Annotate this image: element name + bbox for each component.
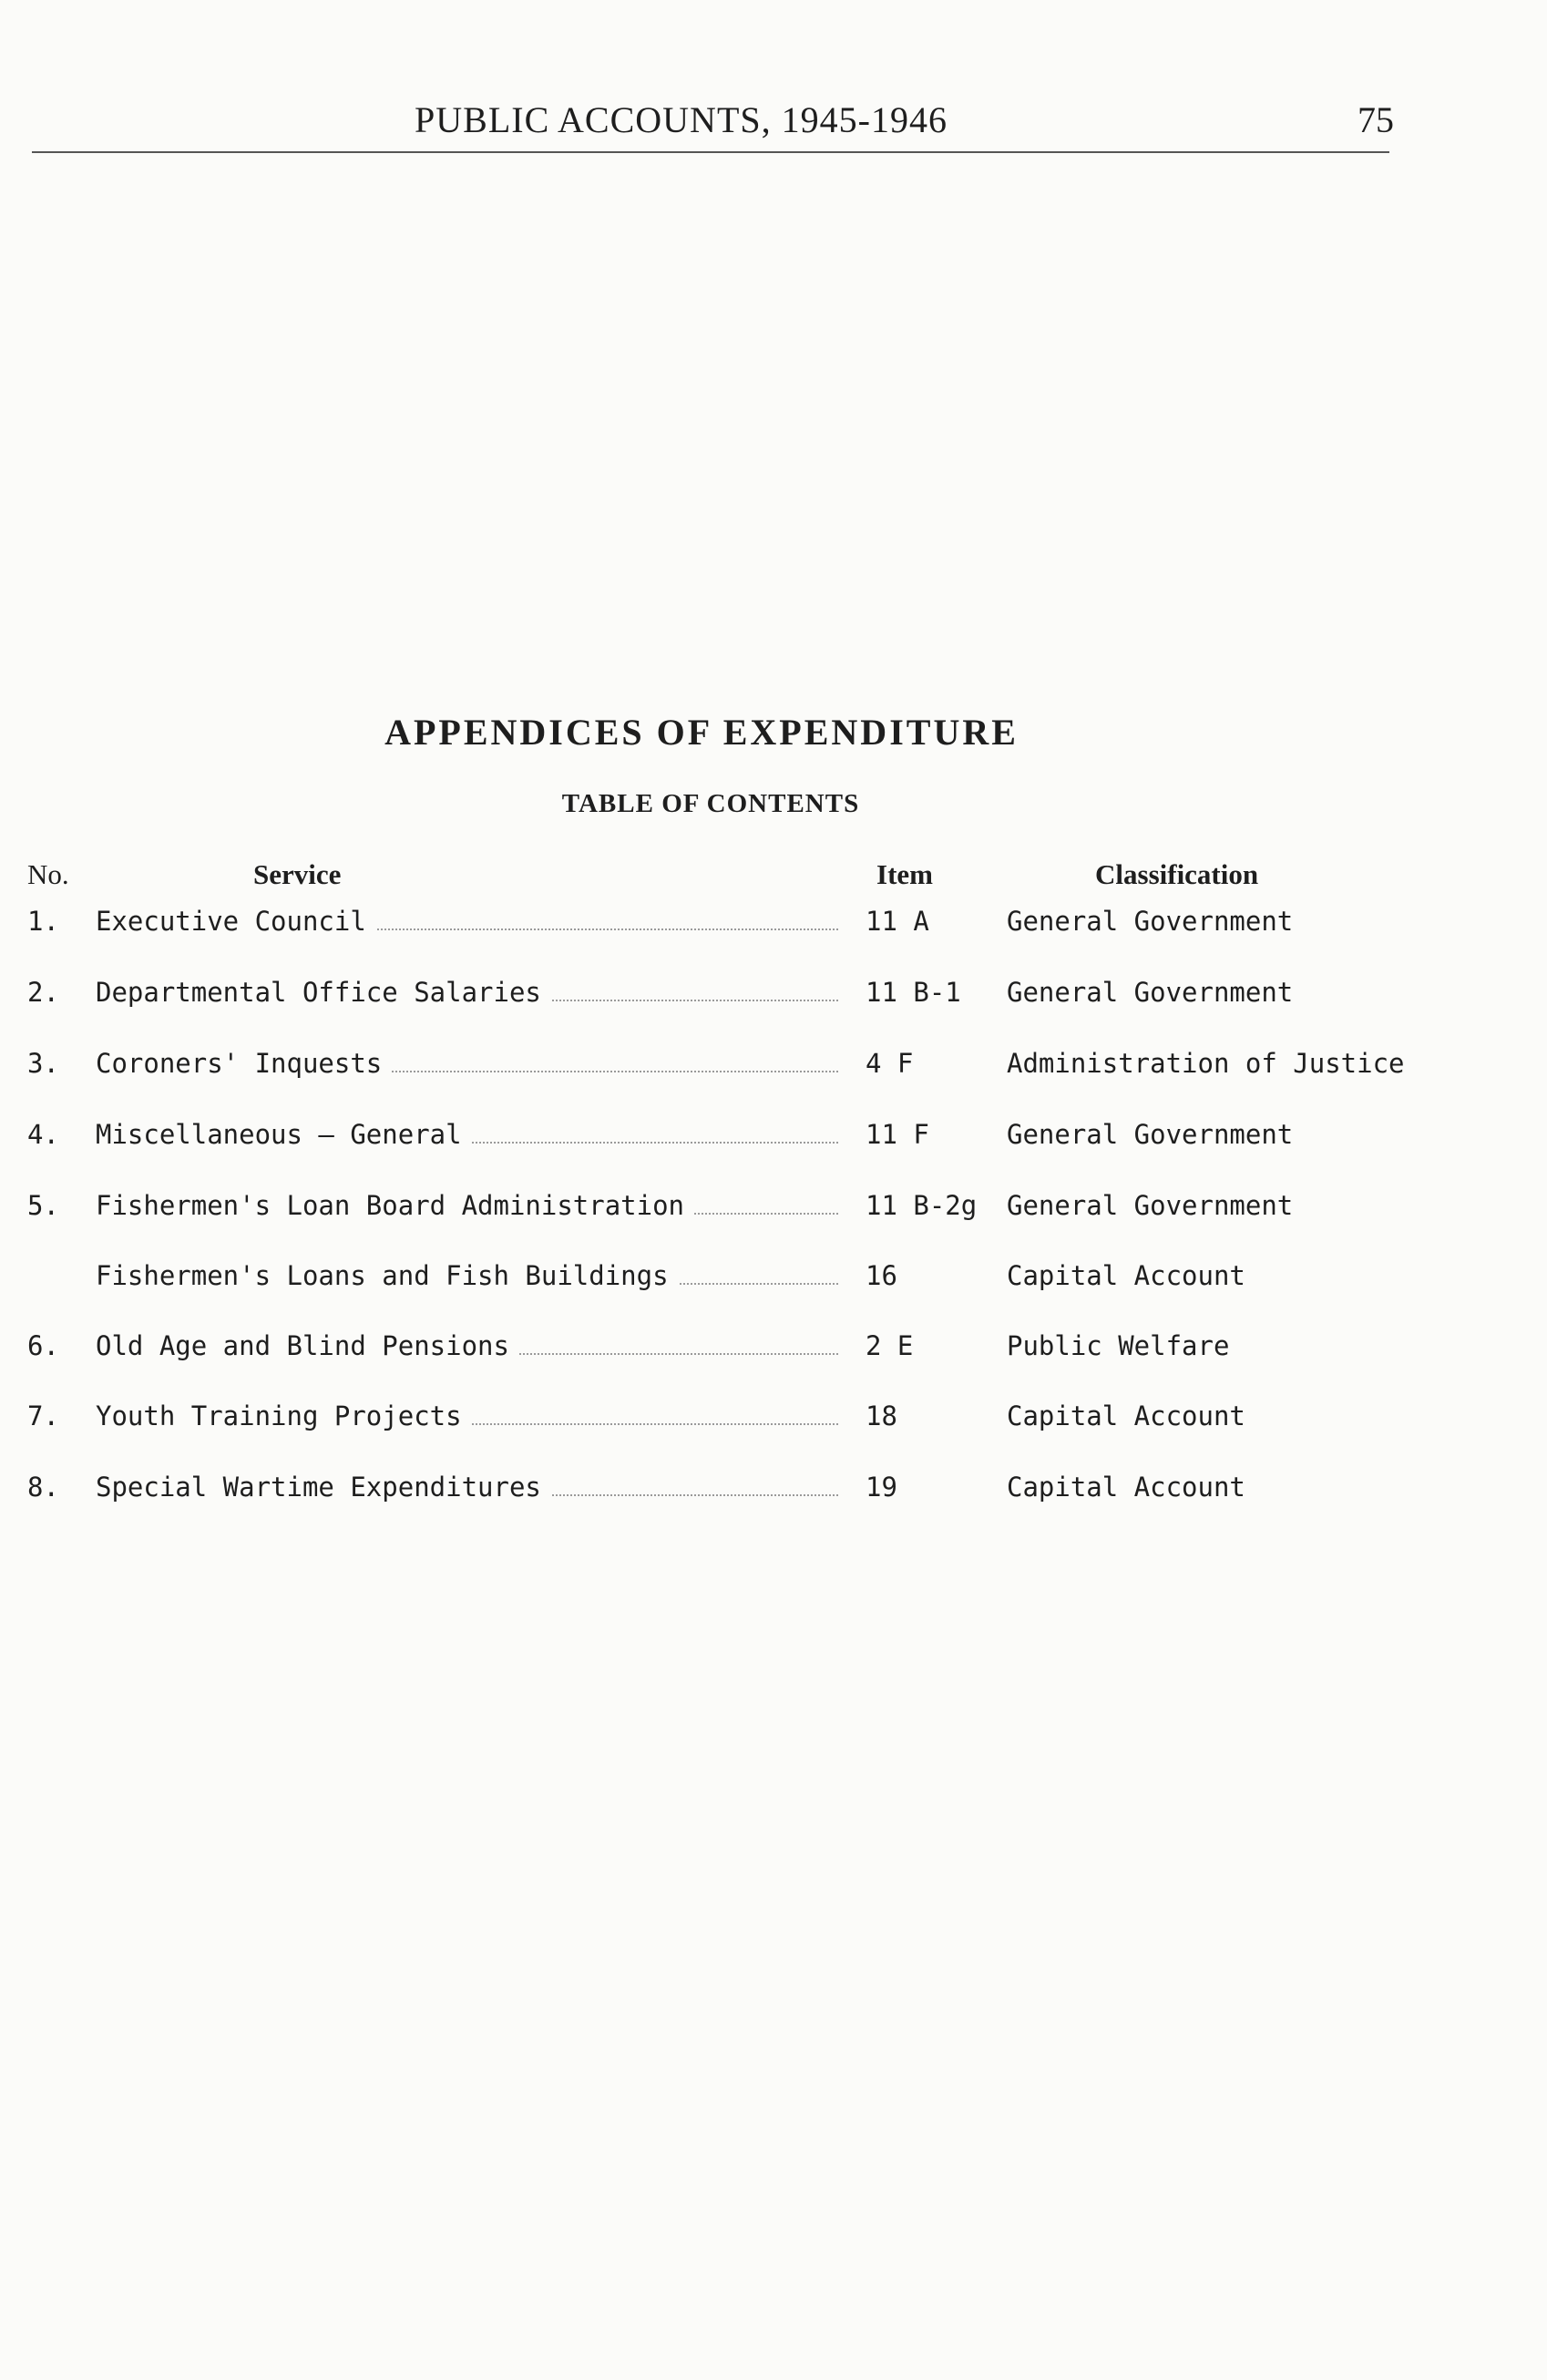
row-number: 3. — [27, 1048, 59, 1079]
row-classification: Capital Account — [1007, 1400, 1245, 1431]
running-title: PUBLIC ACCOUNTS, 1945-1946 — [415, 99, 948, 140]
table-row — [0, 1041, 1547, 1086]
row-classification: General Government — [1007, 1190, 1294, 1221]
row-number: 6. — [27, 1330, 59, 1361]
row-service — [96, 969, 838, 1015]
column-header-service: Service — [253, 858, 342, 890]
row-service-text: Fishermen's Loan Board Administration — [96, 1190, 693, 1221]
row-service — [96, 898, 838, 944]
row-classification: General Government — [1007, 977, 1294, 1008]
table-row — [0, 898, 1547, 944]
row-classification: General Government — [1007, 1119, 1294, 1150]
row-service-text: Departmental Office Salaries — [96, 977, 550, 1008]
row-item: 2 E — [866, 1330, 914, 1361]
row-number: 5. — [27, 1190, 59, 1221]
running-header — [0, 98, 1547, 144]
row-item: 11 A — [866, 906, 929, 937]
row-service-text: Coroners' Inquests — [96, 1048, 391, 1079]
row-service-text: Youth Training Projects — [96, 1400, 471, 1431]
table-row — [0, 1253, 1547, 1298]
table-row — [0, 1464, 1547, 1510]
row-service — [96, 1253, 838, 1298]
row-item: 19 — [866, 1472, 897, 1503]
row-service-text: Special Wartime Expenditures — [96, 1472, 550, 1503]
row-item: 11 B-2g — [866, 1190, 978, 1221]
header-rule — [32, 151, 1389, 153]
row-classification: Administration of Justice — [1007, 1048, 1405, 1079]
row-classification: Public Welfare — [1007, 1330, 1230, 1361]
row-item: 11 F — [866, 1119, 929, 1150]
page-subtitle: TABLE OF CONTENTS — [561, 789, 860, 818]
row-classification: Capital Account — [1007, 1260, 1245, 1291]
row-service — [96, 1041, 838, 1086]
row-number: 7. — [27, 1400, 59, 1431]
column-header-no: No. — [27, 858, 69, 890]
row-item: 18 — [866, 1400, 897, 1431]
row-number: 4. — [27, 1119, 59, 1150]
page-title: APPENDICES OF EXPENDITURE — [384, 712, 1019, 753]
table-row — [0, 1393, 1547, 1439]
row-item: 16 — [866, 1260, 897, 1291]
row-service — [96, 1464, 838, 1510]
page-number: 75 — [1357, 99, 1394, 140]
row-item: 11 B-1 — [866, 977, 961, 1008]
row-service-text: Executive Council — [96, 906, 375, 937]
row-service — [96, 1183, 838, 1228]
row-classification: General Government — [1007, 906, 1294, 937]
row-number: 1. — [27, 906, 59, 937]
row-service — [96, 1323, 838, 1369]
column-header-classification: Classification — [1095, 858, 1259, 890]
row-service — [96, 1393, 838, 1439]
table-row — [0, 1112, 1547, 1157]
row-classification: Capital Account — [1007, 1472, 1245, 1503]
row-service-text: Old Age and Blind Pensions — [96, 1330, 518, 1361]
table-row — [0, 969, 1547, 1015]
row-number: 2. — [27, 977, 59, 1008]
table-row — [0, 1323, 1547, 1369]
row-item: 4 F — [866, 1048, 914, 1079]
column-header-item: Item — [876, 858, 933, 890]
row-service-text: Fishermen's Loans and Fish Buildings — [96, 1260, 678, 1291]
row-service — [96, 1112, 838, 1157]
row-service-text: Miscellaneous — General — [96, 1119, 471, 1150]
table-row — [0, 1183, 1547, 1228]
row-number: 8. — [27, 1472, 59, 1503]
